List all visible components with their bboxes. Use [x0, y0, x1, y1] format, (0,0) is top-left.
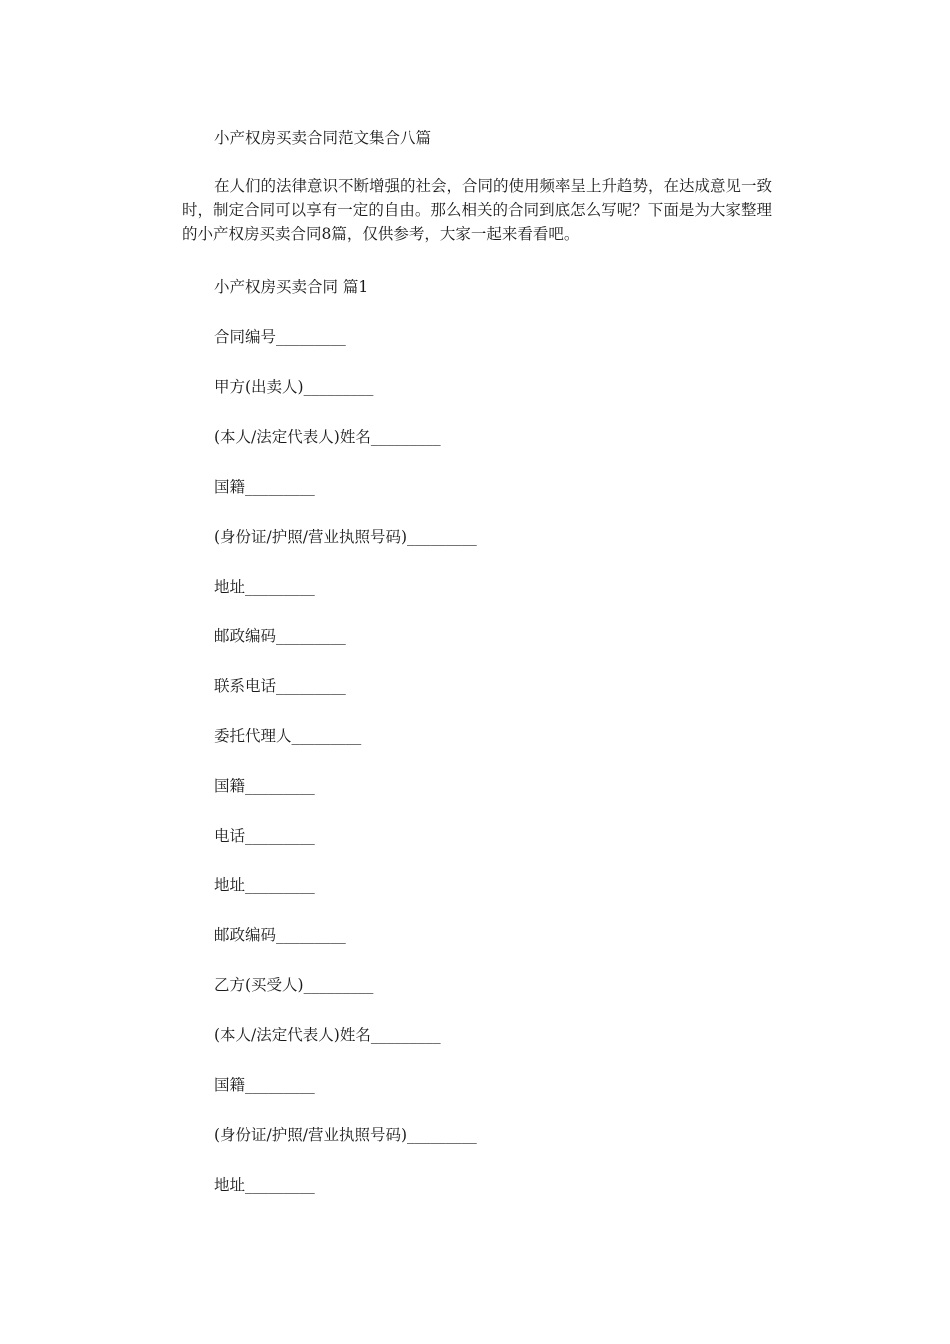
section-heading: 小产权房买卖合同 篇1 [214, 278, 369, 296]
field-party-a-seller: 甲方(出卖人)_________ [214, 378, 374, 396]
field-agent-nationality: 国籍_________ [214, 777, 315, 795]
intro-paragraph [182, 174, 772, 246]
field-party-b-name: (本人/法定代表人)姓名_________ [214, 1026, 441, 1044]
field-party-b-id-number: (身份证/护照/营业执照号码)_________ [214, 1126, 477, 1144]
field-party-b-address: 地址_________ [214, 1176, 315, 1194]
field-party-a-id-number: (身份证/护照/营业执照号码)_________ [214, 528, 477, 546]
document-title: 小产权房买卖合同范文集合八篇 [214, 129, 432, 147]
field-party-b-nationality: 国籍_________ [214, 1076, 315, 1094]
field-agent-phone: 电话_________ [214, 827, 315, 845]
field-party-b-buyer: 乙方(买受人)_________ [214, 976, 374, 994]
field-agent-address: 地址_________ [214, 876, 315, 894]
field-agent: 委托代理人_________ [214, 727, 362, 745]
field-party-a-address: 地址_________ [214, 578, 315, 596]
field-agent-postcode: 邮政编码_________ [214, 926, 346, 944]
field-party-a-phone: 联系电话_________ [214, 677, 346, 695]
field-party-a-postcode: 邮政编码_________ [214, 627, 346, 645]
field-party-a-nationality: 国籍_________ [214, 478, 315, 496]
field-party-a-name: (本人/法定代表人)姓名_________ [214, 428, 441, 446]
intro-text: 在人们的法律意识不断增强的社会，合同的使用频率呈上升趋势，在达成意见一致时，制定合同可以享有一定的自由。那么相关的合同到底怎么写呢？下面是为大家整理的小产权房买卖合同8篇，仅供参考，大家一起来看看吧。 [182, 177, 773, 243]
field-contract-number: 合同编号_________ [214, 328, 346, 346]
